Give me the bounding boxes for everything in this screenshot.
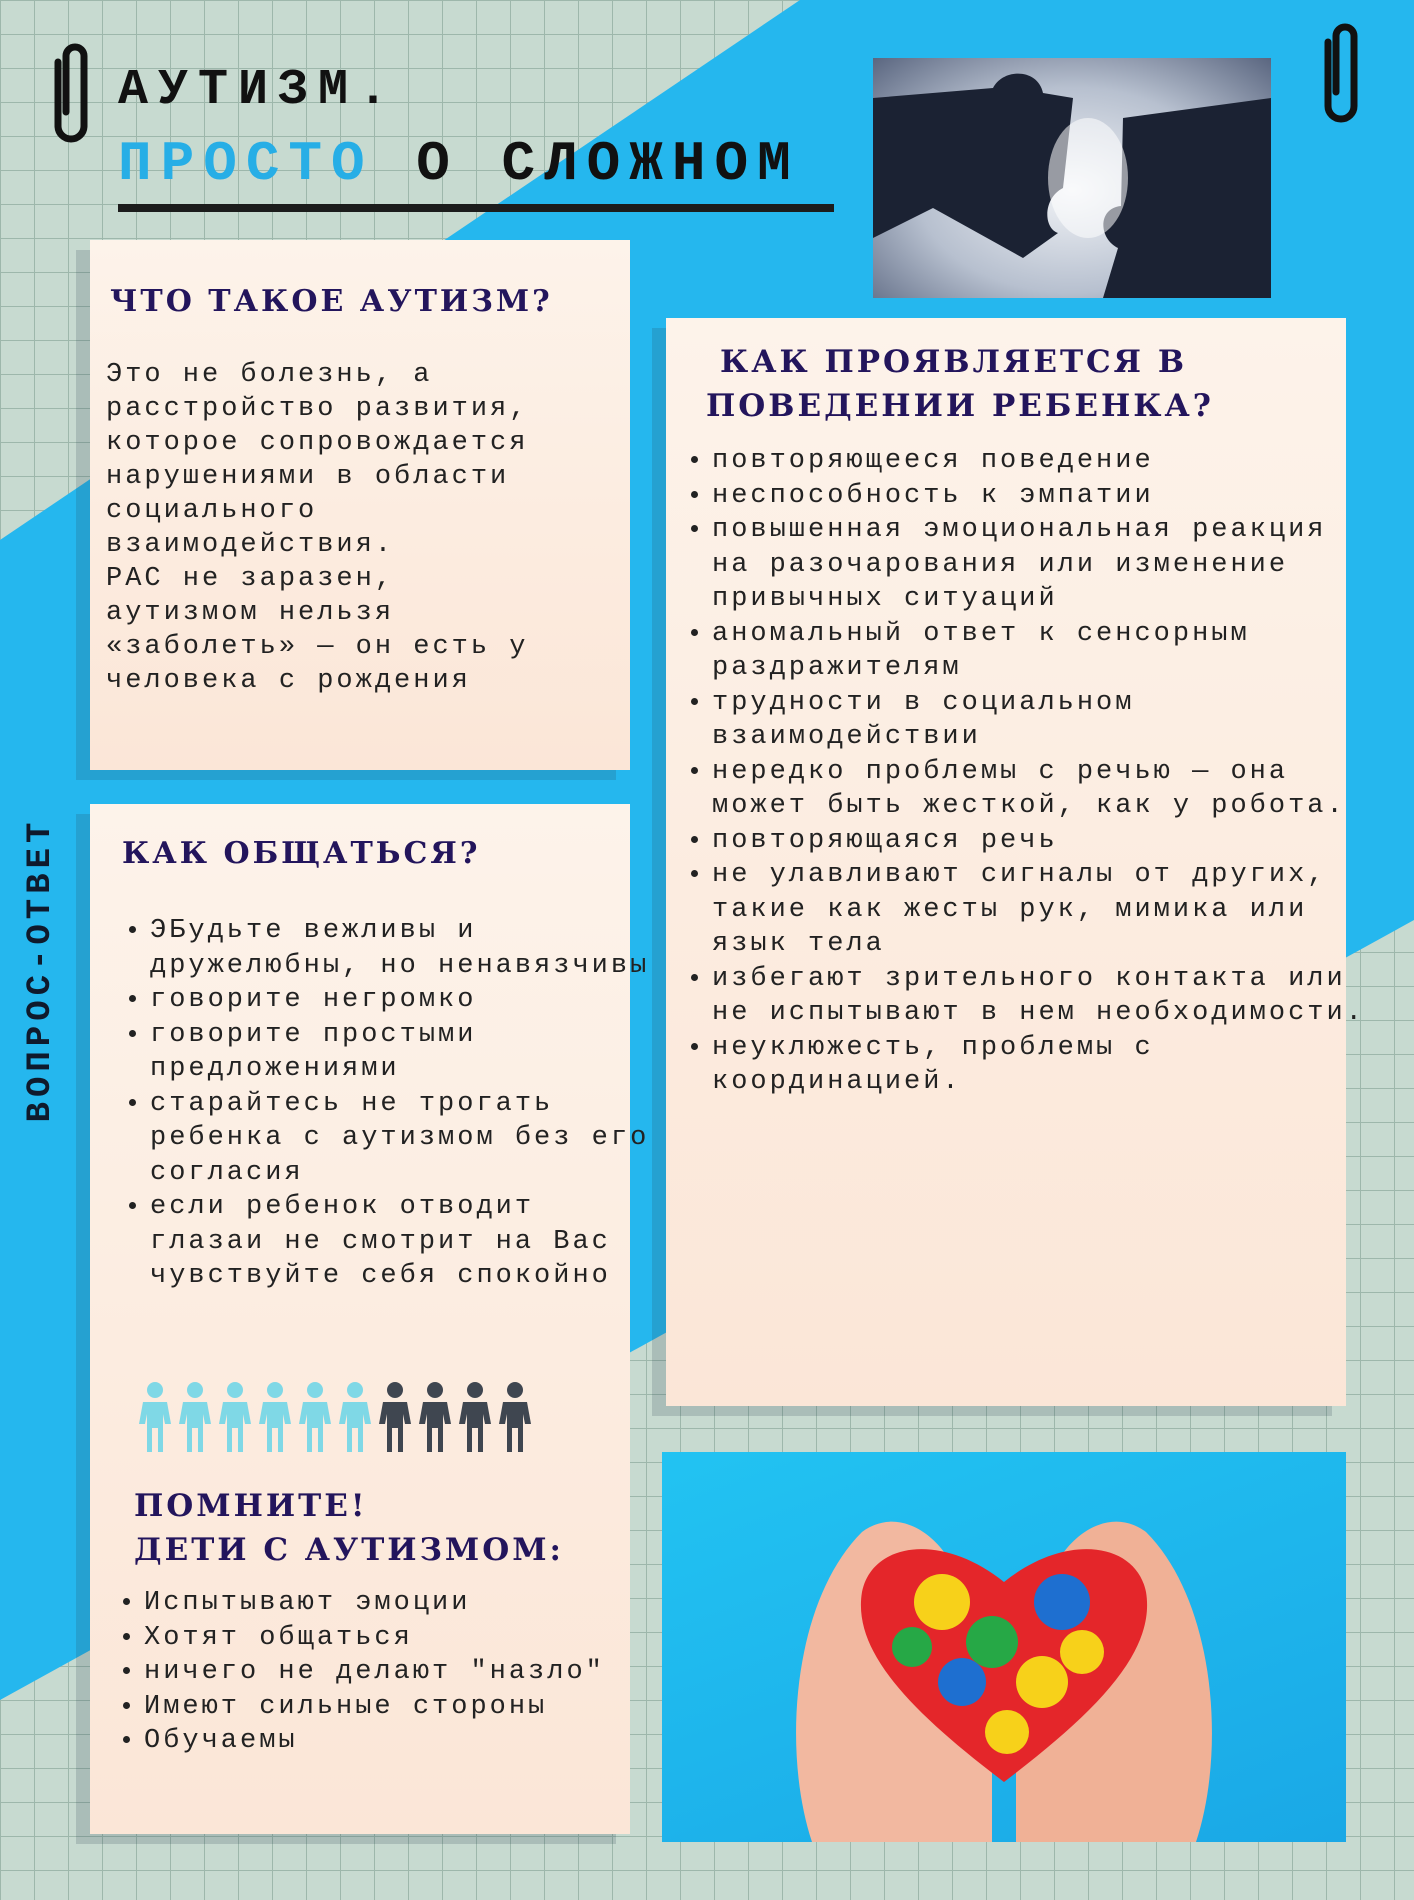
hands-heart-photo xyxy=(662,1452,1346,1842)
behavior-heading-line1: КАК ПРОЯВЛЯЕТСЯ В xyxy=(720,344,1188,380)
communicate-heading: КАК ОБЩАТЬСЯ? xyxy=(122,836,481,871)
remember-heading-line2: ДЕТИ С АУТИЗМОМ: xyxy=(134,1532,565,1568)
puzzle-photo xyxy=(873,58,1271,298)
behavior-item: • неуклюжесть, проблемы с координацией. xyxy=(712,1031,1366,1100)
paperclip-icon xyxy=(44,42,98,146)
remember-item: • Испытывают эмоции xyxy=(144,1586,644,1621)
communicate-card xyxy=(90,804,650,1834)
behavior-item: • неспособность к эмпатии xyxy=(712,479,1366,514)
what-heading: ЧТО ТАКОЕ АУТИЗМ? xyxy=(110,284,553,319)
remember-list xyxy=(114,1586,644,1759)
title-line-2 xyxy=(118,132,800,196)
person-icon xyxy=(139,1382,171,1452)
what-text: Это не болезнь, а расстройство развития, которое сопровождается нарушениями в области социального взаимодействия. РАС не заразен, аутизмом нельзя «заболеть» — он есть у человека с рождения xyxy=(106,360,529,696)
behavior-item: • повторяющееся поведение xyxy=(712,444,1366,479)
communicate-item: • старайтесь не трогать ребенка с аутизмом без его согласия xyxy=(150,1087,650,1191)
remember-item: • Обучаемы xyxy=(144,1724,644,1759)
behavior-item: • повышенная эмоциональная реакция на разочарования или изменение привычных ситуаций xyxy=(712,513,1366,617)
people-icons-row xyxy=(135,1380,545,1454)
communicate-item: • говорите негромко xyxy=(150,983,650,1018)
communicate-list xyxy=(120,914,650,1294)
title-rest: О СЛОЖНОМ xyxy=(373,132,800,196)
remember-item: • ничего не делают "назло" xyxy=(144,1655,644,1690)
paperclip-icon xyxy=(1314,22,1368,126)
behavior-list xyxy=(682,444,1366,1100)
remember-heading xyxy=(134,1484,564,1572)
title-underline xyxy=(118,204,834,212)
side-label: ВОПРОС-ОТВЕТ xyxy=(22,817,60,1123)
person-icon xyxy=(219,1382,251,1452)
communicate-item: • говорите простыми предложениями xyxy=(150,1018,650,1087)
person-icon xyxy=(419,1382,451,1452)
remember-heading-line1: ПОМНИТЕ! xyxy=(134,1488,368,1524)
person-icon xyxy=(379,1382,411,1452)
communicate-item: • ЭБудьте вежливы и дружелюбны, но ненавязчивы xyxy=(150,914,650,983)
person-icon xyxy=(499,1382,531,1452)
title-accent: ПРОСТО xyxy=(118,132,374,196)
person-icon xyxy=(259,1382,291,1452)
puzzle-pieces-image xyxy=(873,58,1271,298)
person-icon xyxy=(339,1382,371,1452)
remember-item: • Хотят общаться xyxy=(144,1621,644,1656)
person-icon xyxy=(179,1382,211,1452)
behavior-item: • повторяющаяся речь xyxy=(712,824,1366,859)
remember-item: • Имеют сильные стороны xyxy=(144,1690,644,1725)
behavior-heading-line2: ПОВЕДЕНИИ РЕБЕНКА? xyxy=(706,388,1214,424)
hands-with-puzzle-heart-image xyxy=(662,1452,1346,1842)
behavior-item: • не улавливают сигналы от других, такие как жесты рук, мимика или язык тела xyxy=(712,858,1366,962)
behavior-heading xyxy=(706,340,1214,428)
behavior-item: • аномальный ответ к сенсорным раздражителям xyxy=(712,617,1366,686)
person-icon xyxy=(459,1382,491,1452)
communicate-item: • если ребенок отводит глазаи не смотрит на Вас чувствуйте себя спокойно xyxy=(150,1190,650,1294)
behavior-item: • трудности в социальном взаимодействии xyxy=(712,686,1366,755)
behavior-item: • нередко проблемы с речью — она может быть жесткой, как у робота. xyxy=(712,755,1366,824)
behavior-card xyxy=(666,318,1365,1406)
behavior-item: • избегают зрительного контакта или не испытывают в нем необходимости. xyxy=(712,962,1366,1031)
person-icon xyxy=(299,1382,331,1452)
title-line-1: АУТИЗМ. xyxy=(118,62,399,119)
what-is-autism-card xyxy=(90,240,630,770)
